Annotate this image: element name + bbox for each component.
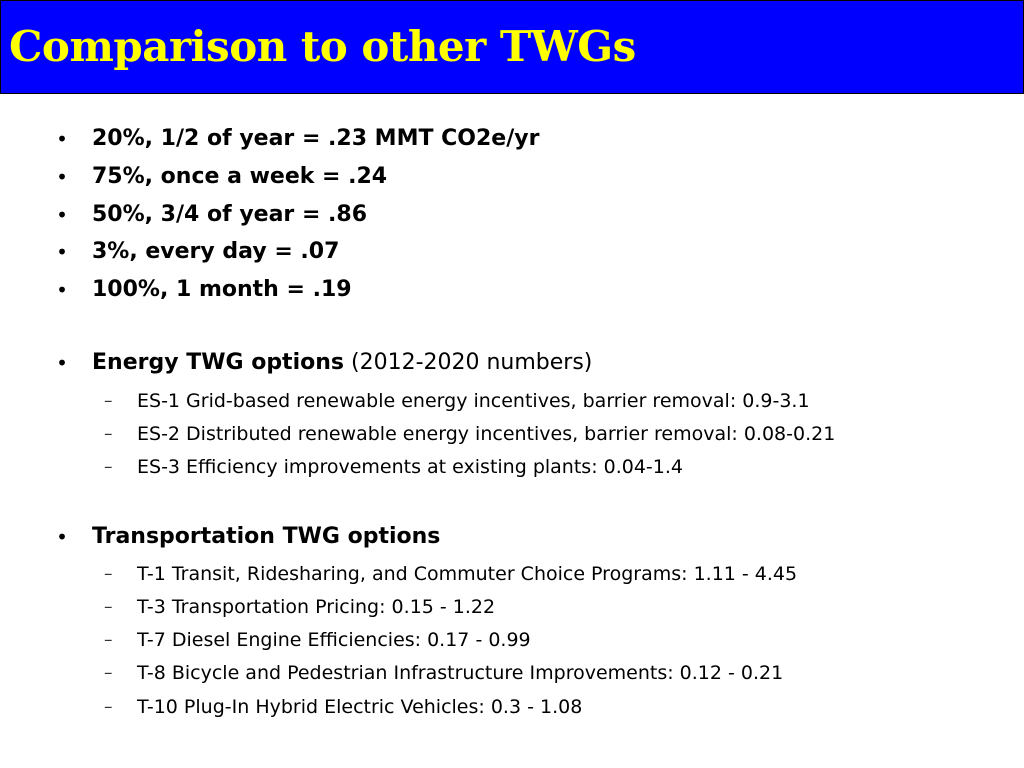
energy-option-text: ES-2 Distributed renewable energy incentives, barrier removal: 0.08-0.21 <box>137 423 836 445</box>
bullet-icon: • <box>56 127 68 151</box>
bullet-text: 20%, 1/2 of year = .23 MMT CO2e/yr <box>92 126 540 151</box>
dash-icon: – <box>104 597 113 617</box>
bullet-icon: • <box>56 165 68 189</box>
transportation-option-text: T-8 Bicycle and Pedestrian Infrastructure Improvements: 0.12 - 0.21 <box>137 662 784 684</box>
energy-option-text: ES-1 Grid-based renewable energy incentives, barrier removal: 0.9-3.1 <box>137 390 810 412</box>
dash-icon: – <box>104 424 113 444</box>
energy-heading-suffix: (2012-2020 numbers) <box>344 350 593 375</box>
energy-heading <box>92 348 592 378</box>
slide-title: Comparison to other TWGs <box>9 22 636 71</box>
dash-icon: – <box>104 697 113 717</box>
bullet-text: 75%, once a week = .24 <box>92 164 388 189</box>
transportation-option-text: T-10 Plug-In Hybrid Electric Vehicles: 0.3 - 1.08 <box>137 696 583 718</box>
bullet-text: 50%, 3/4 of year = .86 <box>92 202 368 227</box>
bullet-text: 3%, every day = .07 <box>92 239 340 264</box>
dash-icon: – <box>104 630 113 650</box>
bullet-icon: • <box>56 351 68 375</box>
dash-icon: – <box>104 391 113 411</box>
transportation-heading: Transportation TWG options <box>92 524 441 549</box>
dash-icon: – <box>104 457 113 477</box>
dash-icon: – <box>104 564 113 584</box>
bullet-icon: • <box>56 203 68 227</box>
transportation-option-text: T-1 Transit, Ridesharing, and Commuter Choice Programs: 1.11 - 4.45 <box>137 563 798 585</box>
transportation-option-text: T-3 Transportation Pricing: 0.15 - 1.22 <box>137 596 496 618</box>
bullet-icon: • <box>56 525 68 549</box>
energy-heading-label: Energy TWG options <box>92 350 344 375</box>
bullet-icon: • <box>56 240 68 264</box>
bullet-icon: • <box>56 278 68 302</box>
transportation-option-text: T-7 Diesel Engine Efficiencies: 0.17 - 0.99 <box>137 629 531 651</box>
energy-option-text: ES-3 Efficiency improvements at existing plants: 0.04-1.4 <box>137 456 684 478</box>
dash-icon: – <box>104 663 113 683</box>
bullet-text: 100%, 1 month = .19 <box>92 277 352 302</box>
